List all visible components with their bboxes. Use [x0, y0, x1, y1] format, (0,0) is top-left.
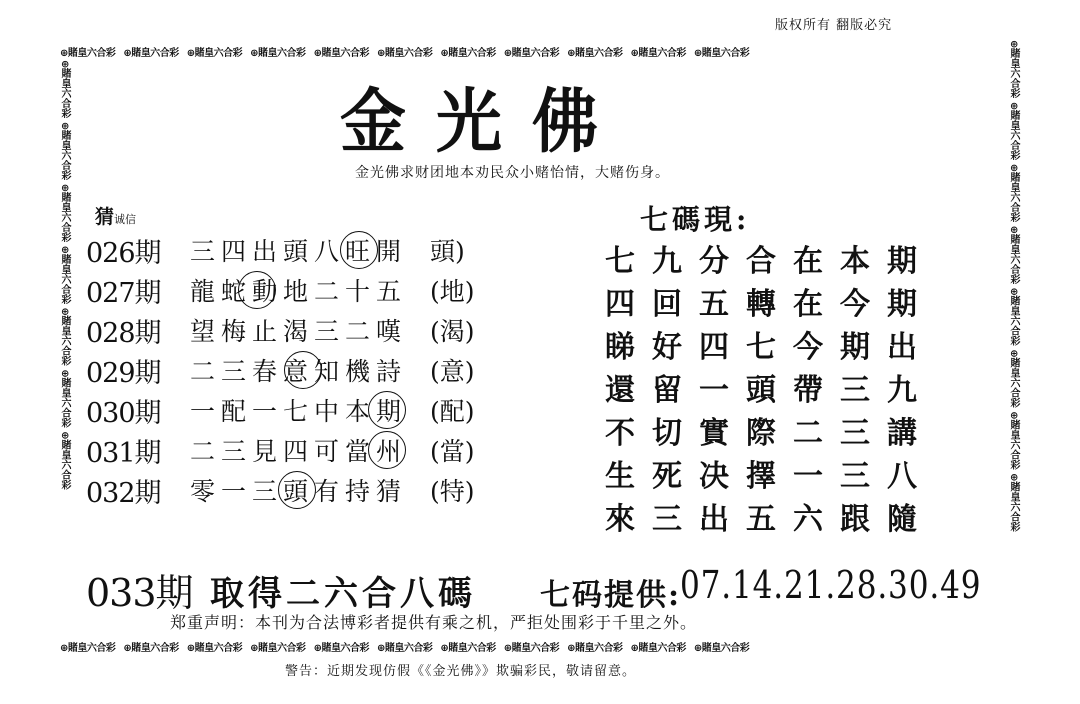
- border-tile: ⊕賭皇六合彩: [567, 642, 623, 654]
- border-tile: ⊕賭皇六合彩: [59, 60, 70, 119]
- border-tile: ⊕賭皇六合彩: [1008, 349, 1019, 408]
- border-tile: ⊕賭皇六合彩: [376, 642, 433, 654]
- guess-answer: (特): [430, 477, 475, 506]
- guess-period: 032期: [86, 477, 161, 509]
- border-tile: ⊕賭皇六合彩: [250, 642, 306, 654]
- border-tile: ⊕賭皇六合彩: [1008, 225, 1019, 285]
- poem-line: 來三出五六跟隨: [605, 502, 934, 537]
- guess-answer: (配): [430, 397, 475, 426]
- answer-circle-mark: [340, 231, 378, 269]
- guess-period: 027期: [86, 277, 161, 309]
- page-subtitle: 金光佛求财团地本劝民众小赌怡情，大赌伤身。: [355, 165, 670, 181]
- border-tile: ⊕賭皇六合彩: [1008, 163, 1019, 223]
- guess-row: [86, 390, 490, 430]
- border-tile: ⊕賭皇六合彩: [250, 47, 306, 59]
- guess-label-small: 诚信: [114, 213, 137, 226]
- border-tile: ⊕賭皇六合彩: [1008, 287, 1019, 346]
- guess-row: [86, 350, 490, 390]
- guess-row: [86, 230, 490, 270]
- border-tile: ⊕賭皇六合彩: [693, 642, 750, 654]
- border-tile: ⊕賭皇六合彩: [440, 47, 496, 59]
- poem-line: 還留一頭帶三九: [605, 373, 934, 408]
- border-tile: ⊕賭皇六合彩: [186, 47, 243, 59]
- poem-line: 生死决擇一三八: [605, 459, 934, 494]
- border-tile: ⊕賭皇六合彩: [503, 642, 560, 654]
- border-tile: ⊕賭皇六合彩: [313, 47, 369, 59]
- lucky-numbers: 07.14.21.28.30.49: [680, 563, 982, 607]
- current-issue: 033期: [86, 571, 193, 615]
- guess-row: [86, 310, 490, 350]
- guess-clue: 二三見四可當州: [190, 437, 408, 466]
- border-tile: ⊕賭皇六合彩: [1008, 473, 1019, 532]
- border-tile: ⊕賭皇六合彩: [567, 47, 623, 59]
- guess-period: 031期: [86, 437, 161, 469]
- border-tile: ⊕賭皇六合彩: [59, 369, 70, 428]
- guess-answer: 頭): [430, 237, 465, 266]
- border-tile: ⊕賭皇六合彩: [630, 642, 686, 654]
- answer-circle-mark: [238, 271, 276, 309]
- border-tile: ⊕賭皇六合彩: [1008, 411, 1019, 470]
- poem-line: 睇好四七今期出: [605, 330, 934, 365]
- guess-clue: 二三春意知機詩: [190, 357, 408, 386]
- border-tile: ⊕賭皇六合彩: [376, 47, 433, 59]
- answer-circle-mark: [284, 351, 322, 389]
- border-tile: ⊕賭皇六合彩: [59, 245, 70, 305]
- numbers-label: 七码提供:: [540, 578, 682, 613]
- guess-period: 029期: [86, 357, 161, 389]
- border-tile: ⊕賭皇六合彩: [313, 642, 369, 654]
- fraud-warning: 警告：近期发现仿假《《金光佛》》欺骗彩民，敬请留意。: [285, 664, 637, 679]
- border-tile: ⊕賭皇六合彩: [630, 47, 686, 59]
- poem-line: 不切實際二三講: [605, 416, 934, 451]
- guess-label: [95, 202, 136, 229]
- answer-circle-mark: [368, 391, 406, 429]
- border-tile: ⊕賭皇六合彩: [59, 431, 70, 490]
- legal-declaration: 郑重声明：本刊为合法博彩者提供有乘之机，严拒处围彩于千里之外。: [170, 613, 698, 632]
- left-border-strip: [56, 60, 72, 630]
- border-tile: ⊕賭皇六合彩: [1008, 40, 1019, 99]
- guess-list: [86, 230, 490, 510]
- copyright-notice: 版权所有 翻版必究: [775, 18, 893, 33]
- current-issue-label: 取得二六合八碼: [210, 574, 476, 614]
- guess-row: [86, 270, 490, 310]
- border-tile: ⊕賭皇六合彩: [503, 47, 560, 59]
- guess-row: [86, 470, 490, 510]
- border-tile: ⊕賭皇六合彩: [123, 642, 179, 654]
- poem-line: 七九分合在本期: [605, 244, 934, 279]
- guess-label-text: 猜: [95, 206, 115, 228]
- guess-clue: 龍蛇動地二十五: [190, 277, 408, 306]
- guess-period: 026期: [86, 237, 161, 269]
- seven-code-poem: [605, 236, 934, 537]
- border-tile: ⊕賭皇六合彩: [59, 183, 70, 243]
- poem-line: 四回五轉在今期: [605, 287, 934, 322]
- right-border-strip: [1003, 40, 1021, 640]
- answer-circle-mark: [278, 471, 316, 509]
- seven-code-heading: 七碼現:: [640, 203, 751, 236]
- guess-clue: 一配一七中本期: [190, 397, 408, 426]
- guess-row: [86, 430, 490, 470]
- guess-answer: (意): [430, 357, 475, 386]
- guess-clue: 三四出頭八旺開: [190, 237, 408, 266]
- guess-answer: (地): [430, 277, 475, 306]
- border-tile: ⊕賭皇六合彩: [123, 47, 179, 59]
- border-tile: ⊕賭皇六合彩: [440, 642, 496, 654]
- border-tile: ⊕賭皇六合彩: [59, 307, 70, 366]
- guess-period: 030期: [86, 397, 161, 429]
- border-tile: ⊕賭皇六合彩: [60, 642, 116, 654]
- guess-period: 028期: [86, 317, 161, 349]
- guess-clue: 望梅止渴三二嘆: [190, 317, 408, 346]
- guess-clue: 零一三頭有持猜: [190, 477, 408, 506]
- border-tile: ⊕賭皇六合彩: [60, 47, 116, 59]
- guess-answer: (當): [430, 437, 475, 466]
- border-tile: ⊕賭皇六合彩: [1008, 101, 1019, 161]
- guess-answer: (渴): [430, 317, 475, 346]
- bottom-border-strip: [60, 636, 995, 656]
- border-tile: ⊕賭皇六合彩: [59, 121, 70, 181]
- page-title: 金光佛: [340, 80, 628, 163]
- top-border-strip: [60, 40, 995, 62]
- border-tile: ⊕賭皇六合彩: [186, 642, 243, 654]
- border-tile: ⊕賭皇六合彩: [693, 47, 750, 59]
- answer-circle-mark: [368, 431, 406, 469]
